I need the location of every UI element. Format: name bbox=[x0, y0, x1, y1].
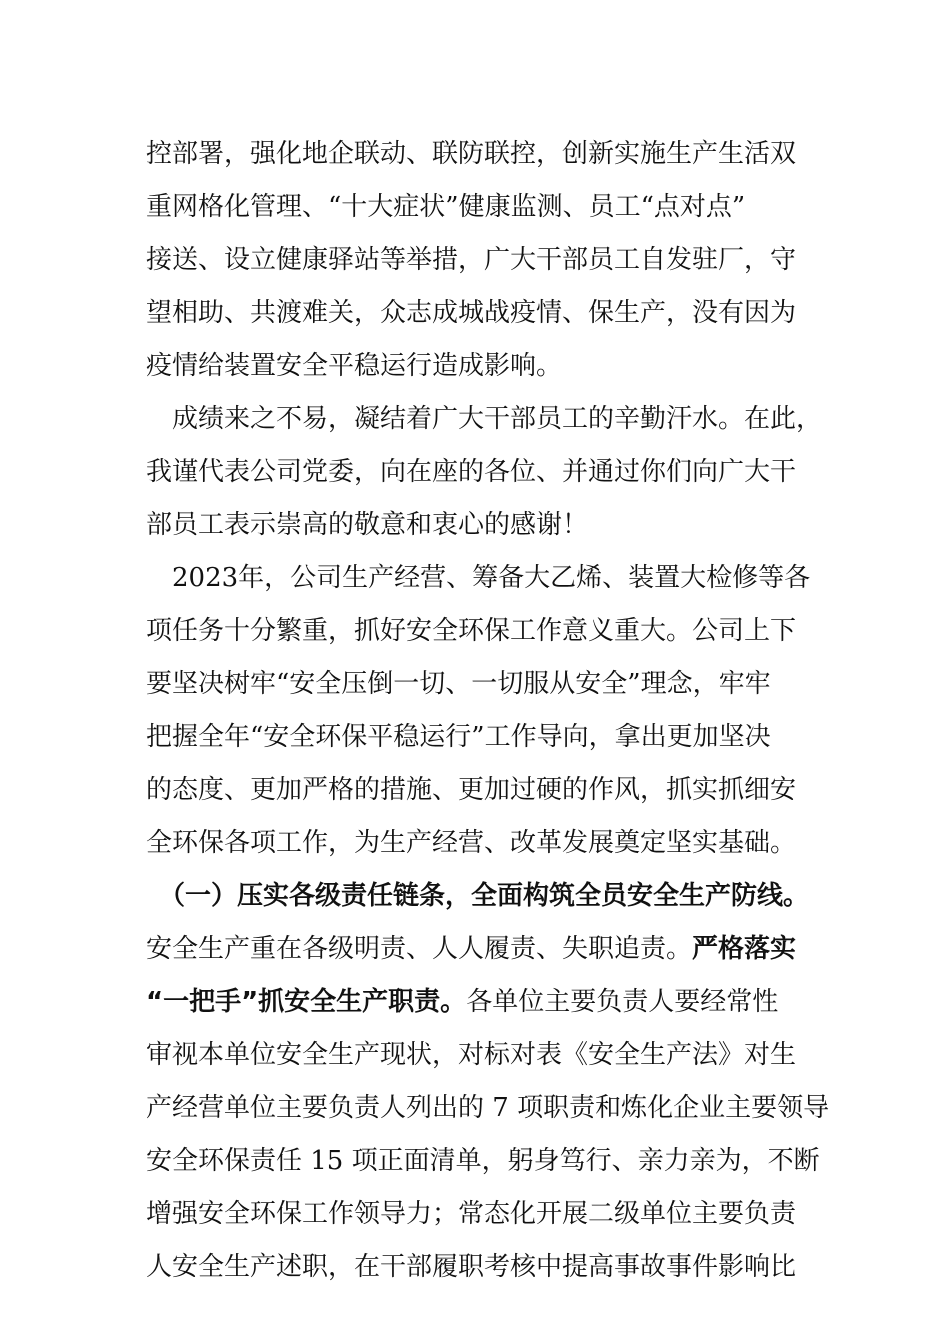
text-segment: 疫情给装置安全平稳运行造成影响。 bbox=[146, 351, 563, 381]
text-line bbox=[146, 1082, 830, 1135]
document-body bbox=[146, 128, 830, 1294]
text-line bbox=[146, 658, 826, 711]
text-segment: 增强安全环保工作领导力；常态化开展二级单位主要负责 bbox=[146, 1199, 797, 1229]
text-segment: 部员工表示崇高的敬意和衷心的感谢！ bbox=[146, 510, 589, 540]
text-segment: 成绩来之不易，凝结着广大干部员工的辛勤汗水。在此， bbox=[146, 404, 823, 434]
text-line bbox=[146, 711, 826, 764]
bold-text-segment: “一把手”抓安全生产职责。 bbox=[146, 987, 467, 1017]
text-segment: 我谨代表公司党委，向在座的各位、并通过你们向广大干 bbox=[146, 457, 797, 487]
text-segment: 产经营单位主要负责人列出的 7 项职责和炼化企业主要领导 bbox=[146, 1093, 830, 1123]
text-line bbox=[146, 499, 826, 552]
text-line bbox=[146, 234, 826, 287]
text-line bbox=[146, 1188, 826, 1241]
text-segment: 把握全年“安全环保平稳运行”工作导向，拿出更加坚决 bbox=[146, 722, 771, 752]
text-segment: 安全环保责任 15 项正面清单，躬身笃行、亲力亲为，不断 bbox=[146, 1146, 820, 1176]
text-segment: 控部署，强化地企联动、联防联控，创新实施生产生活双 bbox=[146, 139, 797, 169]
text-segment: 全环保各项工作，为生产经营、改革发展奠定坚实基础。 bbox=[146, 828, 797, 858]
text-segment: 各单位主要负责人要经常性 bbox=[466, 987, 779, 1017]
text-line bbox=[146, 764, 826, 817]
text-line bbox=[146, 976, 826, 1029]
text-segment: 接送、设立健康驿站等举措，广大干部员工自发驻厂，守 bbox=[146, 245, 797, 275]
bold-text-segment: （一）压实各级责任链条，全面构筑全员安全生产防线。 bbox=[146, 881, 810, 911]
text-line bbox=[146, 1029, 826, 1082]
bold-text-segment: 严格落实 bbox=[692, 934, 797, 964]
text-segment: 审视本单位安全生产现状，对标对表《安全生产法》对生 bbox=[146, 1040, 797, 1070]
text-line bbox=[146, 393, 826, 446]
text-line bbox=[146, 340, 826, 393]
text-segment: 安全生产重在各级明责、人人履责、失职追责。 bbox=[146, 934, 693, 964]
text-line bbox=[146, 287, 826, 340]
text-segment: 的态度、更加严格的措施、更加过硬的作风，抓实抓细安 bbox=[146, 775, 797, 805]
text-segment: 2023年，公司生产经营、筹备大乙烯、装置大检修等各 bbox=[146, 563, 811, 593]
text-line bbox=[146, 817, 826, 870]
text-line bbox=[146, 605, 826, 658]
text-segment: 望相助、共渡难关，众志成城战疫情、保生产，没有因为 bbox=[146, 298, 797, 328]
text-line bbox=[146, 446, 826, 499]
text-line bbox=[146, 1135, 826, 1188]
text-line bbox=[146, 870, 826, 923]
text-line bbox=[146, 181, 826, 234]
text-segment: 人安全生产述职，在干部履职考核中提高事故事件影响比 bbox=[146, 1252, 797, 1282]
text-segment: 重网格化管理、“十大症状”健康监测、员工“点对点” bbox=[146, 192, 746, 222]
text-line bbox=[146, 552, 826, 605]
text-segment: 项任务十分繁重，抓好安全环保工作意义重大。公司上下 bbox=[146, 616, 797, 646]
text-line bbox=[146, 1241, 826, 1294]
text-line bbox=[146, 128, 826, 181]
text-segment: 要坚决树牢“安全压倒一切、一切服从安全”理念，牢牢 bbox=[146, 669, 771, 699]
text-line bbox=[146, 923, 826, 976]
